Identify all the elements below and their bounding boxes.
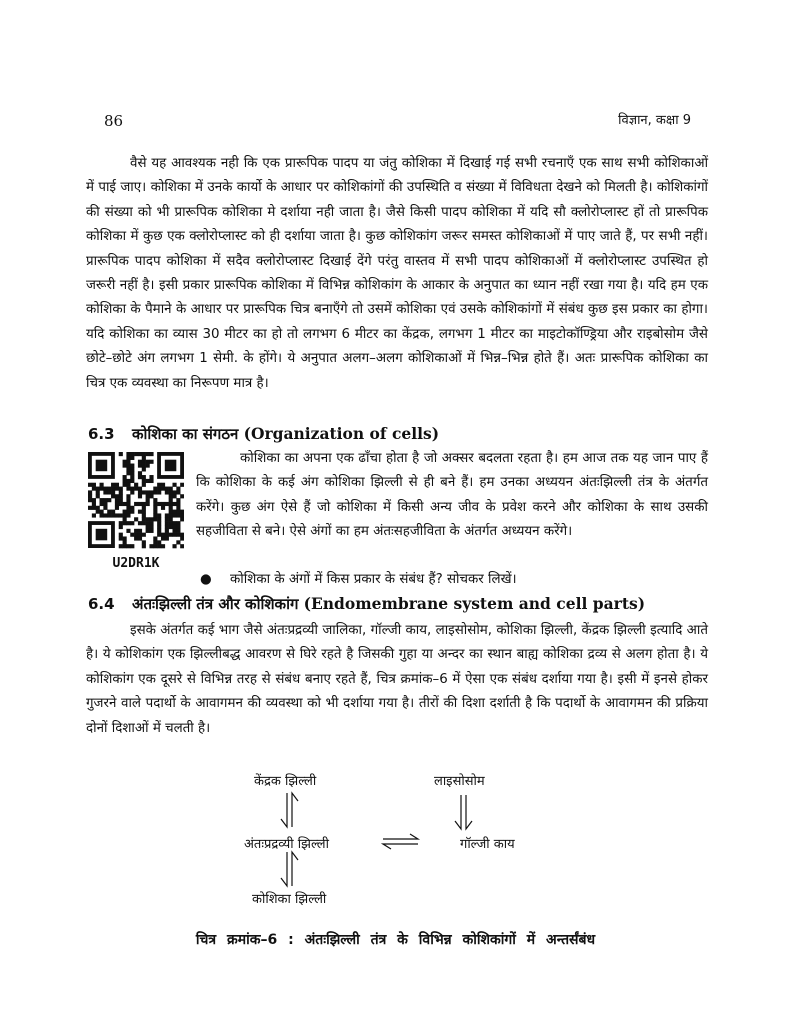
label-cell-membrane: कोशिका झिल्ली: [252, 892, 327, 907]
bullet-text: कोशिका के अंगों में किस प्रकार के संबंध हैं? सोचकर लिखें।: [230, 572, 517, 587]
label-lysosome: लाइसोसोम: [434, 774, 485, 789]
endomembrane-paragraph: इसके अंतर्गत कई भाग जैसे अंतःप्रद्रव्यी जालिका, गॉल्जी काय, लाइसोसोम, कोशिका झिल्ली, केंद्रक झिल्ली इत्यादि आते है। ये कोशिकांग एक झिल्लीबद्ध आवरण से घिरे रहते है जिसकी गुहा या अन्दर का स्थान बाह्य कोशिका द्रव्य से अलग होता है। ये कोशिकांग एक दूसरे से विभिन्न तरह से संबंध बनाए रहते हैं, चित्र क्रमांक–6 में ऐसा एक संबंध दर्शाया गया है। इसी में इनसे होकर गुजरने वाले पदार्थो के आवागमन की व्यवस्था को भी दर्शाया गया है। तीरों की दिशा दर्शाती है कि पदार्थो के आवागमन की प्रक्रिया दोनों दिशाओं में चलती है।: [86, 623, 708, 736]
section-heading-6-3: [88, 424, 439, 444]
section-number: 6.3: [88, 425, 115, 443]
bullet-question: [200, 569, 517, 587]
label-golgi-body: गॉल्जी काय: [460, 837, 515, 852]
section-title-english: (Endomembrane system and cell parts): [303, 594, 646, 613]
section-number: 6.4: [88, 595, 115, 613]
section-title-hindi: अंतःझिल्ली तंत्र और कोशिकांग: [132, 595, 299, 613]
arrow-er-to-cell: [281, 852, 287, 886]
arrow-golgi-to-er: [383, 844, 418, 849]
arrow-golgi-to-lysosome: [466, 795, 472, 829]
arrow-nuclear-to-er: [281, 793, 287, 827]
organization-paragraph: कोशिका का अपना एक ढाँचा होता है जो अक्सर बदलता रहता है। हम आज तक यह जान पाए हैं कि कोशिका के कई अंग कोशिका झिल्ली से ही बने हैं। हम उनका अध्ययन अंतःझिल्ली तंत्र के अंतर्गत करेंगे। कुछ अंग ऐसे हैं जो कोशिका में किसी अन्य जीव के प्रवेश करने और कोशिका के साथ उसकी सहजीविता से बने। ऐसे अंगों का हम अंतःसहजीविता के अंतर्गत अध्ययन करेंगे।: [196, 451, 708, 540]
arrow-er-to-nuclear: [292, 793, 298, 827]
section-title-hindi: कोशिका का संगठन: [132, 425, 239, 443]
arrow-lysosome-to-golgi: [455, 795, 461, 829]
qr-code-icon[interactable]: [88, 452, 184, 554]
label-endoplasmic-reticulum: अंतःप्रद्रव्यी झिल्ली: [244, 837, 329, 852]
qr-code-label: U2DR1K: [112, 556, 160, 571]
diagram-arrows: [0, 765, 791, 915]
qr-code-block[interactable]: [88, 452, 184, 578]
intro-paragraph: वैसे यह आवश्यक नही कि एक प्रारूपिक पादप या जंतु कोशिका में दिखाई गई सभी रचनाएँ एक साथ सभी कोशिकाओं में पाई जाए। कोशिका में उनके कार्यो के आधार पर कोशिकांगों की उपस्थिति व संख्या में विविधता देखने को मिलती है। कोशिकांगों की संख्या को भी प्रारूपिक कोशिका मे दर्शाया नही जाता है। जैसे किसी पादप कोशिका में यदि सौ क्लोरोप्लास्ट हों तो प्रारूपिक कोशिका में कुछ एक क्लोरोप्लास्ट को ही दर्शाया जाता है। कुछ कोशिकांग जरूर समस्त कोशिकाओं में पाए जाते हैं, पर सभी नहीं। प्रारूपिक पादप कोशिका में सदैव क्लोरोप्लास्ट दिखाई देंगे परंतु वास्तव में सभी पादप कोशिकाओं में क्लोरोप्लास्ट उपस्थित हो जरूरी नहीं है। इसी प्रकार प्रारूपिक कोशिका में विभिन्न कोशिकांग के आकार के अनुपात का ध्यान नहीं रखा गया है। यदि हम एक कोशिका के पैमाने के आधार पर प्रारूपिक चित्र बनाएँगे तो उसमें कोशिका एवं उसके कोशिकांगों में संबंध कुछ इस प्रकार का होगा। यदि कोशिका का व्यास 30 मीटर का हो तो लगभग 6 मीटर का केंद्रक, लगभग 1 मीटर का माइटोकॉण्ड्रिया और राइबोसोम जैसे छोटे–छोटे अंग लगभग 1 सेमी. के होंगे। ये अनुपात अलग–अलग कोशिकाओं में भिन्न–भिन्न होते हैं। अतः प्रारूपिक कोशिका का चित्र एक व्यवस्था का निरूपण मात्र है।: [86, 156, 708, 391]
page-number: 86: [104, 112, 124, 130]
section-title-english: (Organization of cells): [243, 424, 440, 443]
arrow-cell-to-er: [292, 852, 298, 886]
bullet-icon: ●: [200, 572, 212, 587]
label-nuclear-membrane: केंद्रक झिल्ली: [254, 774, 317, 789]
figure-caption: चित्र क्रमांक–6 : अंतःझिल्ली तंत्र के विभिन्न कोशिकांगों में अन्तर्संबंध: [195, 932, 596, 948]
section-heading-6-4: [88, 594, 645, 614]
running-title: विज्ञान, कक्षा 9: [618, 113, 691, 128]
organelle-relationship-diagram: [0, 765, 791, 915]
arrow-er-to-golgi: [383, 834, 418, 839]
